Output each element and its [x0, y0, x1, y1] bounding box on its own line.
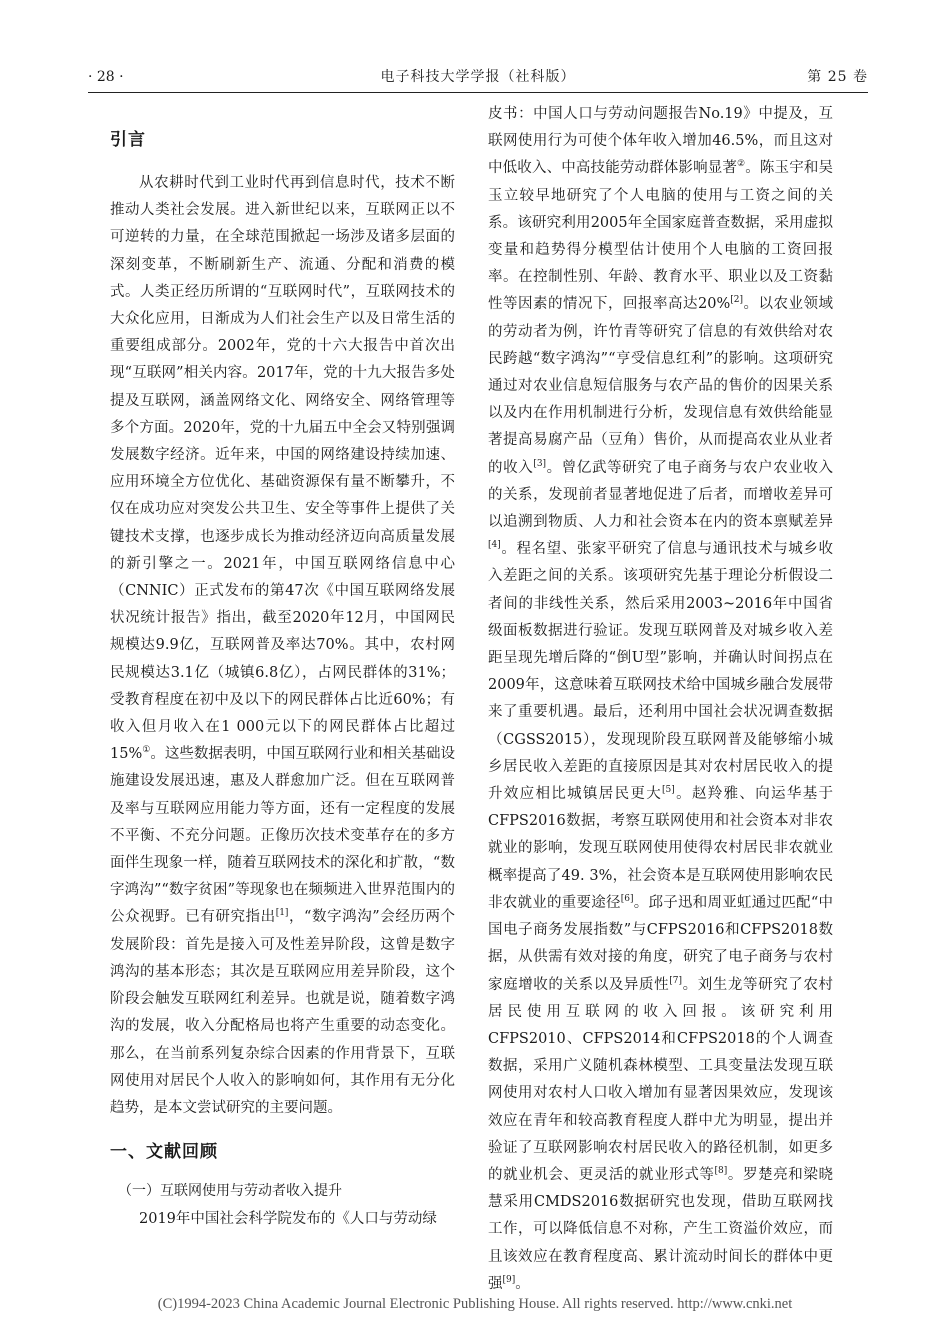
- reference-marker: [7]: [669, 975, 682, 986]
- header-rule: [88, 92, 868, 93]
- volume-label: 第 25 卷: [807, 69, 868, 85]
- intro-heading: 引言: [110, 130, 146, 150]
- reference-marker: [1]: [275, 908, 289, 919]
- body-text-a: 皮书：中国人口与劳动问题报告No.19》中提及，互联网使用行为可使个体年收入增加46.5%，而且这对中低收入、中高技能劳动群体影响显著: [488, 106, 833, 177]
- right-column: [488, 101, 834, 1292]
- intro-text-1: 从农耕时代到工业时代再到信息时代，技术不断推动人类社会发展。进入新世纪以来，互联网正以不可逆转的力量，在全球范围掀起一场涉及诸多层面的深刻变革，不断刷新生产、流通、分配和消费的模式。人类正经历所谓的“互联网时代”，互联网技术的大众化应用，日渐成为人们社会生产以及日常生活的重要组成部分。2002年，党的十六大报告中首次出现“互联网”相关内容。2017年，党的十九大报告多处提及互联网，涵盖网络文化、网络安全、网络管理等多个方面。2020年，党的十九届五中全会又特别强调发展数字经济。近年来，中国的网络建设持续加速、应用环境全方位优化、基础资源保有量不断攀升，不仅在成功应对突发公共卫生、安全等事件上提供了关键技术支撑，也逐步成长为推动经济迈向高质量发展的新引擎之一。2021年，中国互联网络信息中心（CNNIC）正式发布的第47次《中国互联网络发展状况统计报告》指出，截至2020年12月，中国网民规模达9.9亿，互联网普及率达70%。其中，农村网民规模达3.1亿（城镇6.8亿），占网民群体的31%；受教育程度在初中及以下的网民群体占比近60%；有收入但月收入在1 000元以下的网民群体占比超过15%: [110, 175, 455, 763]
- running-header: [88, 66, 868, 88]
- reference-marker: [4]: [488, 540, 501, 551]
- body-text-b: 。陈玉宇和吴玉立较早地研究了个人电脑的使用与工资之间的关系。该研究利用2005年全国家庭普查数据，采用虚拟变量和趋势得分模型估计使用个人电脑的工资回报率。在控制性别、年龄、教育水平、职业以及工资黏性等因素的情况下，回报率高达20%: [488, 160, 833, 313]
- intro-paragraph: [110, 170, 455, 1122]
- body-text-c: 。以农业领域的劳动者为例，许竹青等研究了信息的有效供给对农民跨越“数字鸿沟”“亨受信息红利”的影响。这项研究通过对农业信息短信服务与农产品的售价的因果关系以及内在作用机制进行分析，发现信息有效供给能显著提高易腐产品（豆角）售价，从而提高农业从业者的收入: [488, 296, 834, 476]
- subsection-heading: （一）互联网使用与劳动者收入提升: [118, 1183, 342, 1200]
- reference-marker: [5]: [662, 785, 675, 796]
- intro-text-2: 。这些数据表明，中国互联网行业和相关基础设施建设发展迅速，惠及人群愈加广泛。但在互联网普及率与互联网应用能力等方面，还有一定程度的发展不平衡、不充分问题。正像历次技术变革存在的多方面伴生现象一样，随着互联网技术的深化和扩散，“数字鸿沟”“数字贫困”等现象也在频频进入世界范围内的公众视野。已有研究指出: [110, 746, 455, 926]
- section-heading: 一、文献回顾: [110, 1142, 218, 1163]
- journal-title: 电子科技大学学报（社科版）: [380, 69, 576, 85]
- body-text-j: 。: [515, 1275, 530, 1292]
- reference-marker: [3]: [533, 458, 547, 469]
- body-text-f: 。赵羚雅、向运华基于CFPS2016数据，考察互联网使用和社会资本对非农就业的影响，发现互联网使用使得农村居民非农就业概率提高了49. 3%，社会资本是互联网使用影响农民非农就业的重要途径: [488, 786, 834, 911]
- body-text-i: 。罗楚亮和梁晓慧采用CMDS2016数据研究也发现，借助互联网找工作，可以降低信息不对称，产生工资溢价效应，而且该效应在教育程度高、累计流动时间长的群体中更强: [488, 1166, 834, 1292]
- reference-marker: [9]: [502, 1274, 516, 1285]
- continued-paragraph: [488, 101, 833, 1298]
- copyright-footer: (C)1994-2023 China Academic Journal Electronic Publishing House. All rights reserved. http://www.cnki.net: [157, 1296, 793, 1312]
- body-text-h: 。刘生龙等研究了农村居民使用互联网的收入回报。该研究利用CFPS2010、CFPS2014和CFPS2018的个人调查数据，采用广义随机森林模型、工具变量法发现互联网使用对农村人口收入增加有显著因果效应，发现该效应在青年和较高教育程度人群中尤为明显，提出并验证了互联网影响农村居民收入的路径机制，如更多的就业机会、更灵活的就业形式等: [488, 976, 834, 1183]
- footnote-marker: ②: [737, 159, 746, 170]
- reference-marker: [8]: [714, 1166, 728, 1177]
- left-column: [110, 101, 455, 1251]
- footnote-marker: ①: [142, 745, 151, 756]
- body-text-d: 。曾亿武等研究了电子商务与农户农业收入的关系，发现前者显著地促进了后者，而增收差异可以追溯到物质、人力和社会资本在内的资本禀赋差异: [488, 459, 834, 531]
- subsection-paragraph: 2019年中国社会科学院发布的《人口与劳动绿: [139, 1211, 437, 1228]
- intro-text-3: ，“数字鸿沟”会经历两个发展阶段：首先是接入可及性差异阶段，这曾是数字鸿沟的基本形态；其次是互联网应用差异阶段，这个阶段会触发互联网红利差异。也就是说，随着数字鸿沟的发展，收入分配格局也将产生重要的动态变化。那么，在当前系列复杂综合因素的作用背景下，互联网使用对居民个人收入的影响如何，其作用有无分化趋势，是本文尝试研究的主要问题。: [110, 909, 456, 1116]
- reference-marker: [2]: [730, 295, 743, 306]
- body-text-e: 。程名望、张家平研究了信息与通讯技术与城乡收入差距之间的关系。该项研究先基于理论分析假设二者间的非线性关系，然后采用2003~2016年中国省级面板数据进行验证。发现互联网普及对城乡收入差距呈现先增后降的“倒U型”影响，并确认时间拐点在2009年，这意味着互联网技术给中国城乡融合发展带来了重要机遇。最后，还利用中国社会状况调查数据（CGSS2015），发现现阶段互联网普及能够缩小城乡居民收入差距的直接原因是其对农村居民收入的提升效应相比城镇居民更大: [488, 541, 833, 803]
- reference-marker: [6]: [620, 894, 634, 905]
- page-number: · 28 ·: [88, 69, 124, 85]
- body-text-g: 。邱子迅和周亚虹通过匹配“中国电子商务发展指数”与CFPS2016和CFPS2018数据，从供需有效对接的角度，研究了电子商务与农村家庭增收的关系以及异质性: [488, 894, 833, 993]
